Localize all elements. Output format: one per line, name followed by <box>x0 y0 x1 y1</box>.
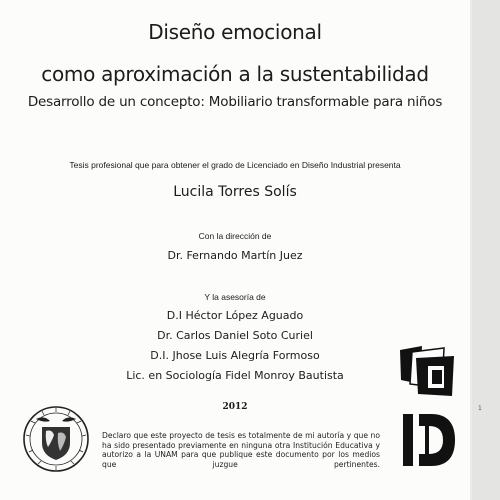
page-side-mark: 1 <box>478 405 482 412</box>
faculty-logo-icon <box>398 344 456 398</box>
advisory-label: Y la asesoría de <box>204 292 266 302</box>
unam-seal-icon <box>22 405 90 473</box>
advisor-name: D.I. Jhose Luis Alegría Formoso <box>150 349 320 362</box>
title-line-1: Diseño emocional <box>148 20 322 44</box>
year: 2012 <box>222 402 248 412</box>
viewer-scroll-area[interactable] <box>472 0 500 500</box>
industrial-design-logo-icon <box>401 412 457 468</box>
title-line-2: como aproximación a la sustentabilidad <box>41 62 429 86</box>
thesis-statement: Tesis profesional que para obtener el grado de Licenciado en Diseño Industrial presenta <box>69 160 401 170</box>
subtitle: Desarrollo de un concepto: Mobiliario transformable para niños <box>27 94 443 110</box>
direction-label: Con la dirección de <box>198 231 272 241</box>
advisor-name: Dr. Carlos Daniel Soto Curiel <box>157 329 313 342</box>
declaration-text: Declaro que este proyecto de tesis es totalmente de mi autoría y que no ha sido presentado previamente en ninguna otra Institución Educativa y autorizo a la UNAM para que publique este documento por los medios que juzgue pertinentes. <box>102 431 380 469</box>
advisor-name: Lic. en Sociología Fidel Monroy Bautista <box>126 369 344 382</box>
author-name: Lucila Torres Solís <box>173 184 297 200</box>
director-name: Dr. Fernando Martín Juez <box>167 249 303 262</box>
advisor-name: D.I Héctor López Aguado <box>166 309 304 322</box>
